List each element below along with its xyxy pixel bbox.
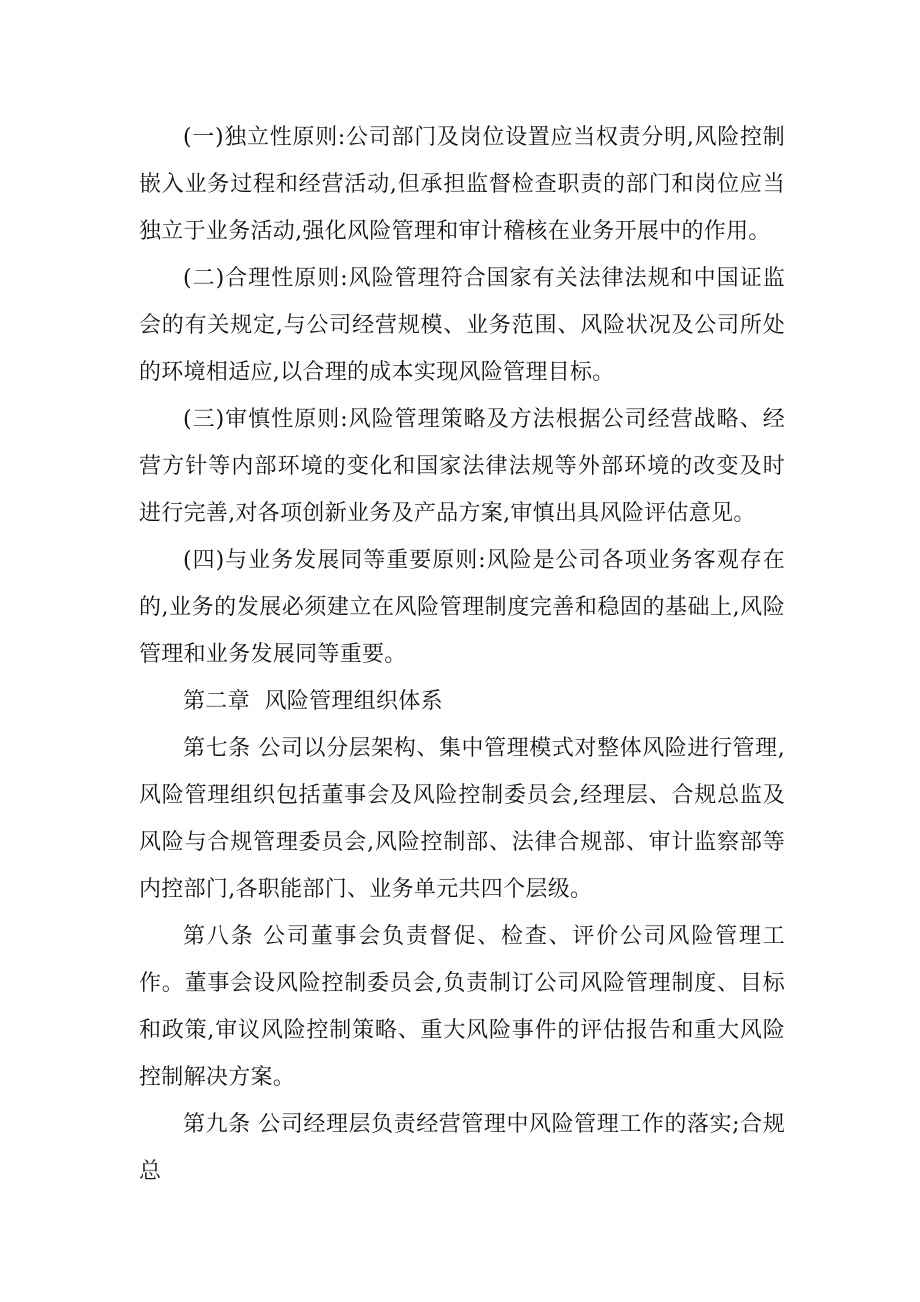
document-body [139,114,785,1195]
principle-prudence-paragraph: (三)审慎性原则:风险管理策略及方法根据公司经营战略、经营方针等内部环境的变化和国家法律法规等外部环境的改变及时进行完善,对各项创新业务及产品方案,审慎出具风险评估意见。 [139,407,785,526]
chapter-heading: 第二章 风险管理组织体系 [183,689,443,714]
principle-independence-paragraph: (一)独立性原则:公司部门及岗位设置应当权责分明,风险控制嵌入业务过程和经营活动,但承担监督检查职责的部门和岗位应当独立于业务活动,强化风险管理和审计稽核在业务开展中的作用。 [139,125,785,244]
article-9-paragraph: 第九条 公司经理层负责经营管理中风险管理工作的落实;合规总 [139,1112,785,1184]
principle-reasonableness-paragraph: (二)合理性原则:风险管理符合国家有关法律法规和中国证监会的有关规定,与公司经营规模、业务范围、风险状况及公司所处的环境相适应,以合理的成本实现风险管理目标。 [139,266,785,385]
article-7-paragraph: 第七条 公司以分层架构、集中管理模式对整体风险进行管理,风险管理组织包括董事会及风险控制委员会,经理层、合规总监及风险与合规管理委员会,风险控制部、法律合规部、审计监察部等内控部门,各职能部门、业务单元共四个层级。 [139,736,785,902]
principle-equal-importance-paragraph: (四)与业务发展同等重要原则:风险是公司各项业务客观存在的,业务的发展必须建立在风险管理制度完善和稳固的基础上,风险管理和业务发展同等重要。 [139,548,785,667]
article-8-paragraph: 第八条 公司董事会负责督促、检查、评价公司风险管理工作。董事会设风险控制委员会,负责制订公司风险管理制度、目标和政策,审议风险控制策略、重大风险事件的评估报告和重大风险控制解决方案。 [139,924,785,1090]
